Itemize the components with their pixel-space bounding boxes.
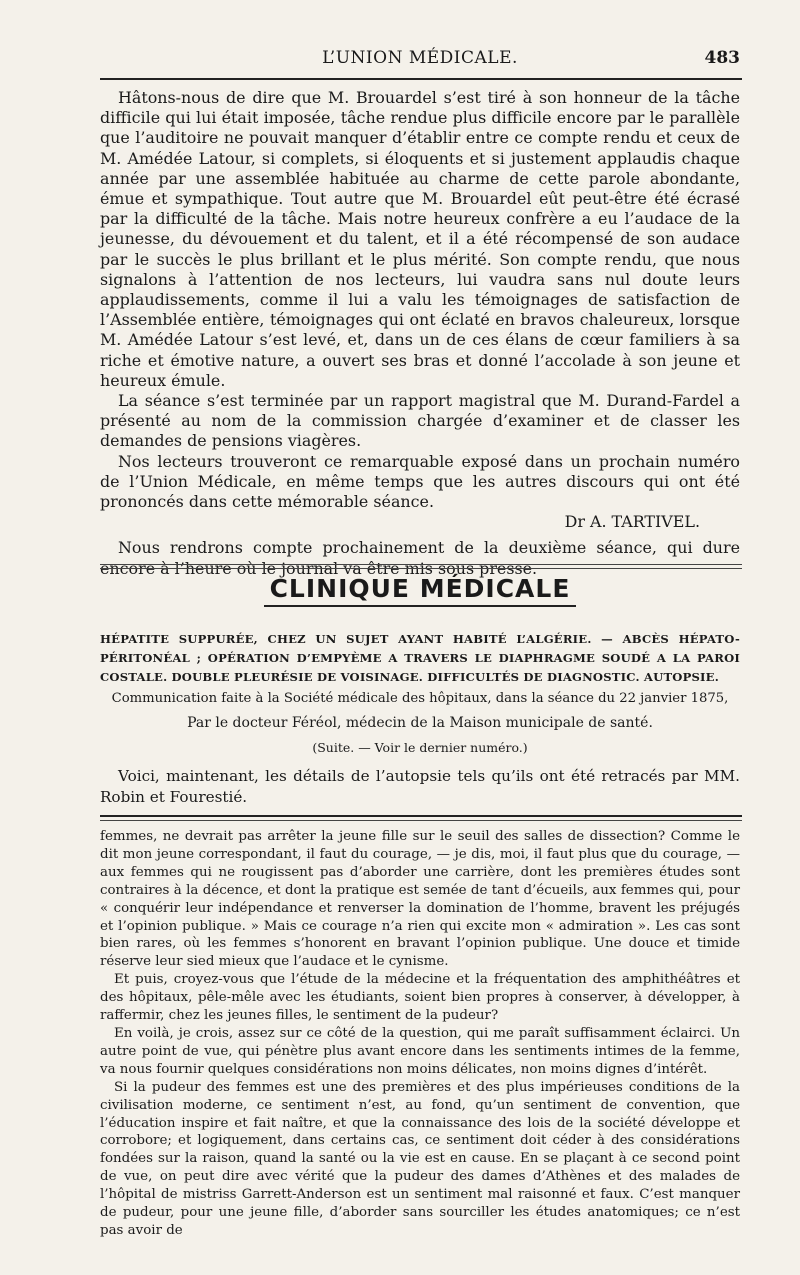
page-number: 483 [704, 48, 740, 68]
paragraph: Si la pudeur des femmes est une des premières et des plus impérieuses conditions de la civilisation moderne, ce sentiment n’est, au fond, qu’un sentiment de convention, que l’éducation inspire et fait naître, et que la connaissance des lois de la société développe et corrobore; et logiquement, dans certains cas, ce sentiment doit céder à des considérations fondées sur la raison, quand la santé ou la vie est en cause. En se plaçant à ce second point de vue, on peut dire avec vérité que la pudeur des dames d’Athènes et des malades de l’hôpital de mistriss Garrett-Anderson est un sentiment mal raisonné et faux. C’est manquer de pudeur, pour une jeune fille, d’aborder sans sourciller les études anatomiques; ce n’est pas avoir de [100, 1079, 740, 1238]
journal-title: L’UNION MÉDICALE. [322, 48, 518, 68]
paragraph: Hâtons-nous de dire que M. Brouardel s’est tiré à son honneur de la tâche difficile qui lui était imposée, tâche rendue plus difficile encore par le parallèle que l’auditoire ne pouvait manquer d’établir entre ce compte rendu et ceux de M. Amédée Latour, si complets, si éloquents et si justement applaudis chaque année par une assemblée habituée au charme de cette parole abondante, émue et sympathique. Tout autre que M. Brouardel eût peut-être été écrasé par la difficulté de la tâche. Mais notre heureux confrère a eu l’audace de la jeunesse, du dévouement et du talent, et il a été récompensé de son audace par le succès le plus brillant et le plus mérité. Son compte rendu, que nous signalons à l’attention de nos lecteurs, lui vaudra sans nul doute leurs applaudissements, comme il lui a valu les témoignages de satisfaction de l’Assemblée entière, témoignages qui ont éclaté en bravos chaleureux, lorsque M. Amédée Latour s’est levé, et, dans un de ces élans de cœur familiers à sa riche et émotive nature, a ouvert ses bras et donné l’accolade à son jeune et heureux émule. [100, 88, 740, 390]
paragraph: Et puis, croyez-vous que l’étude de la médecine et la fréquentation des amphithéâtres et des hôpitaux, pêle-mêle avec les étudiants, soient bien propres à conserver, à développer, à raffermir, chez les jeunes filles, le sentiment de la pudeur? [100, 972, 740, 1024]
section-rule [100, 564, 742, 565]
header-rule [100, 78, 742, 80]
feuilleton-rule [100, 820, 742, 821]
paragraph: Voici, maintenant, les détails de l’autopsie tels qu’ils ont été retracés par MM. Robin et Fourestié. [100, 767, 740, 806]
article-heading: HÉPATITE SUPPURÉE, CHEZ UN SUJET AYANT HABITÉ L’ALGÉRIE. — ABCÈS HÉPATO-PÉRITONÉAL ; OPÉRATION D’EMPYÈME A TRAVERS LE DIAPHRAGME SOUDÉ A LA PAROI COSTALE. DOUBLE PLEURÉSIE DE VOISINAGE. DIFFICULTÉS DE DIAGNOSTIC. AUTOPSIE. [100, 632, 740, 684]
section-title [100, 574, 740, 603]
section-rule [100, 568, 742, 569]
signature: Dr A. TARTIVEL. [564, 512, 700, 532]
author-line: Par le docteur Féréol, médecin de la Maison municipale de santé. [187, 715, 653, 731]
communication-line: Communication faite à la Société médicale des hôpitaux, dans la séance du 22 janvier 1875, [111, 691, 729, 706]
paragraph: femmes, ne devrait pas arrêter la jeune fille sur le seuil des salles de dissection? Comme le dit mon jeune correspondant, il faut du courage, — je dis, moi, il faut plus que du courage, — aux femmes qui ne rougissent pas d’aborder une carrière, dont les premières études sont contraires à la décence, et dont la pratique est semée de tant d’écueils, aux femmes qui, pour « conquérir leur indépendance et renverser la domination de l’homme, bravent les préjugés et l’opinion publique. » Mais ce courage n’a rien qui excite mon « admiration ». Les cas sont bien rares, où les femmes s’honorent en bravant l’opinion publique. Une douce et timide réserve leur sied mieux que l’audace et le cynisme. [100, 829, 740, 970]
paragraph: Nous rendrons compte prochainement de la deuxième séance, qui dure encore à l’heure où le journal va être mis sous presse. [100, 538, 740, 578]
suite-note: (Suite. — Voir le dernier numéro.) [312, 740, 528, 755]
feuilleton-rule [100, 815, 742, 817]
feuilleton-text [100, 828, 740, 1240]
chronicle-text [100, 88, 740, 579]
paragraph: La séance s’est terminée par un rapport magistral que M. Durand-Fardel a présenté au nom de la commission chargée d’examiner et de classer les demandes de pensions viagères. [100, 391, 740, 451]
paragraph: Nos lecteurs trouveront ce remarquable exposé dans un prochain numéro de l’Union Médicale, en même temps que les autres discours qui ont été prononcés dans cette mémorable séance. [100, 451, 740, 512]
running-head [100, 44, 740, 74]
paragraph: En voilà, je crois, assez sur ce côté de la question, qui me paraît suffisamment éclairci. Un autre point de vue, qui pénètre plus avant encore dans les sentiments intimes de la femme, va nous fournir quelques considérations non moins délicates, non moins dignes d’intérêt. [100, 1025, 740, 1077]
clinique-title: CLINIQUE MÉDICALE [264, 574, 577, 607]
autopsy-intro [100, 766, 740, 807]
